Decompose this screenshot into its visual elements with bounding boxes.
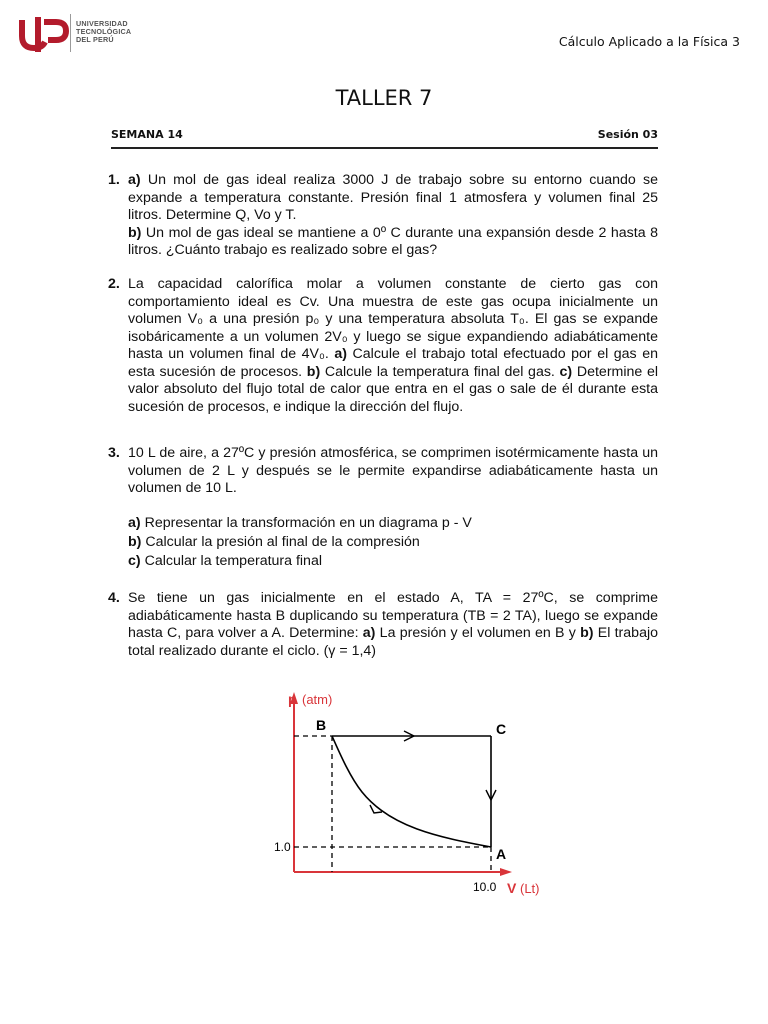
session-label: Sesión 03	[597, 128, 658, 141]
page-header	[14, 12, 754, 56]
problem-3	[108, 445, 658, 498]
process-ab	[332, 736, 491, 847]
x-axis-arrow	[500, 868, 512, 876]
part-label: a)	[362, 625, 376, 641]
part-text: Representar la transformación en un diagrama p - V	[140, 515, 472, 531]
part-text: Calcular la temperatura final	[140, 553, 322, 569]
part-text: La presión y el volumen en B y	[375, 625, 581, 641]
part-label: a)	[128, 172, 141, 188]
part-text: El trabajo total realizado durante el ciclo. (γ = 1,4)	[128, 625, 658, 659]
course-title: Cálculo Aplicado a la Física 3	[558, 34, 740, 49]
problem-4-text	[128, 590, 658, 660]
part-label: b)	[128, 224, 142, 241]
point-label-c: C	[496, 721, 507, 737]
problem-2-text	[128, 276, 658, 416]
problem-1	[108, 172, 658, 260]
problem-text: Se tiene un gas inicialmente en el estado A, TA = 27ºC, se comprime adiabáticamente hasta B duplicando su temperatura (TB = 2 TA), luego se expande hasta C, para volver a A. Determine:	[128, 590, 658, 641]
logo-text	[76, 20, 131, 44]
problem-4	[108, 590, 658, 660]
part-text: Calcular la presión al final de la compresión	[141, 534, 420, 550]
y-axis-label: p	[288, 691, 297, 707]
problem-3-parts	[128, 514, 472, 571]
logo-line: UNIVERSIDAD	[76, 19, 128, 28]
logo-separator	[70, 14, 71, 52]
pv-diagram	[262, 682, 562, 912]
logo-line: TECNOLÓGICA	[76, 27, 132, 36]
part-text: Determine el valor absoluto del flujo total de calor que entra en el gas o sale de él durante esta sucesión de procesos, e indique la dirección del flujo.	[128, 363, 659, 415]
part-label: b)	[306, 363, 321, 380]
point-label-a: A	[496, 846, 507, 862]
part-text: Un mol de gas ideal realiza 3000 J de trabajo sobre su entorno cuando se expande a temperatura constante. Presión final 1 atmosfera y volumen final 25 litros. Determine Q, Vo y T.	[128, 172, 658, 223]
problem-3c	[128, 552, 472, 571]
part-label: c)	[128, 553, 141, 569]
problem-1a	[128, 172, 658, 225]
part-label: c)	[559, 363, 573, 380]
week-label: SEMANA 14	[111, 128, 183, 141]
point-label-b: B	[316, 717, 327, 733]
part-label: a)	[334, 346, 347, 362]
part-text: Calcule el trabajo total efectuado por el gas en esta sucesión de procesos.	[128, 346, 658, 380]
problem-2	[108, 276, 658, 416]
part-label: b)	[580, 625, 594, 641]
header-rule	[111, 147, 658, 149]
x-axis-unit: (Lt)	[520, 881, 540, 896]
y-axis-unit: (atm)	[302, 692, 333, 707]
part-text: Calcule la temperatura final del gas.	[320, 363, 560, 380]
y-tick-label: 1.0	[274, 840, 291, 854]
page-title: TALLER 7	[335, 86, 433, 110]
problem-number: 1.	[108, 172, 120, 188]
problem-number: 3.	[108, 445, 120, 461]
week-session-row	[111, 126, 658, 146]
part-label: b)	[128, 534, 142, 550]
logo-line: DEL PERÚ	[76, 35, 114, 44]
problem-3-text: 10 L de aire, a 27ºC y presión atmosférica, se comprimen isotérmicamente hasta un volumen de 2 L y después se le permite expandirse adiabáticamente hasta un volumen de 10 L.	[128, 445, 658, 496]
part-label: a)	[128, 515, 141, 531]
x-axis-label: V	[507, 880, 517, 896]
x-tick-label: 10.0	[473, 880, 497, 894]
problem-number: 2.	[108, 276, 120, 292]
problem-3a	[128, 514, 472, 533]
problem-number: 4.	[108, 590, 120, 606]
part-text: Un mol de gas ideal se mantiene a 0º C durante una expansión desde 2 hasta 8 litros. ¿Cuánto trabajo es realizado sobre el gas?	[128, 224, 658, 258]
problem-1b	[128, 225, 658, 260]
problem-text: La capacidad calorífica molar a volumen constante de cierto gas con comportamiento ideal es Cv. Una muestra de este gas ocupa inicialmente un volumen V₀ a una presión p₀ y una temperatura absoluta T₀. El gas se expande isobáricamente a un volumen 2V₀ y luego se sigue expandiendo adiabáticamente hasta un volumen final de 4V₀.	[128, 276, 658, 362]
problem-3b	[128, 533, 472, 552]
